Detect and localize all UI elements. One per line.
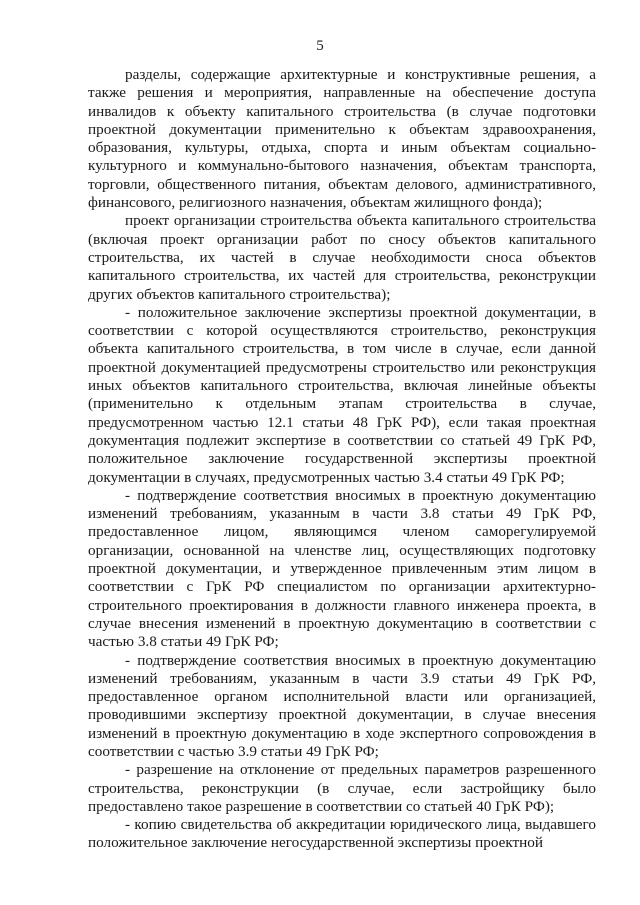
paragraph-changes-confirmation-3-9: - подтверждение соответствия вносимых в проектную документацию изменений требованиям, указанным в части 3.9 статьи 49 ГрК РФ, предоставленное органом исполнительной власти или организацией, проводившими экспертизу проектной документации, в случае внесения изменений в проектную документацию в ходе экспертного сопровождения в соответствии с частью 3.9 статьи 49 ГрК РФ; <box>88 651 596 760</box>
page-number: 5 <box>316 38 324 54</box>
paragraph-accreditation-certificate: - копию свидетельства об аккредитации юридического лица, выдавшего положительное заключение негосударственной экспертизы проектной <box>88 816 596 852</box>
paragraph-positive-expertise-conclusion: - положительное заключение экспертизы проектной документации, в соответствии с которой осуществляются строительство, реконструкция объекта капитального строительства, в том числе в случае, если данной проектной документацией предусмотрены строительство или реконструкция иных объектов капитального строительства, включая линейные объекты (применительно к отдельным этапам строительства в случае, предусмотренном частью 12.1 статьи 48 ГрК РФ), если такая проектная документация подлежит экспертизе в соответствии со статьей 49 ГрК РФ, положительное заключение государственной экспертизы проектной документации в случаях, предусмотренных частью 3.4 статьи 49 ГрК РФ; <box>88 303 596 486</box>
paragraph-construction-organization-project: проект организации строительства объекта капитального строительства (включая проект организации работ по сносу объектов капитального строительства, их частей в случае необходимости сноса объектов капитального строительства, их частей для строительства, реконструкции других объектов капитального строительства); <box>88 212 596 303</box>
paragraph-changes-confirmation-3-8: - подтверждение соответствия вносимых в проектную документацию изменений требованиям, указанным в части 3.8 статьи 49 ГрК РФ, предоставленное лицом, являющимся членом саморегулируемой организации, основанной на членстве лиц, осуществляющих подготовку проектной документации, и утвержденное привлеченным этим лицом в соответствии с ГрК РФ специалистом по организации архитектурно-строительного проектирования в должности главного инженера проекта, в случае внесения изменений в проектную документацию в соответствии с частью 3.8 статьи 49 ГрК РФ; <box>88 486 596 651</box>
paragraph-architectural-sections: разделы, содержащие архитектурные и конструктивные решения, а также решения и мероприятия, направленные на обеспечение доступа инвалидов к объекту капитального строительства (в случае подготовки проектной документации применительно к объектам здравоохранения, образования, культуры, отдыха, спорта и иным объектам социально-культурного и коммунально-бытового назначения, объектам транспорта, торговли, общественного питания, объектам делового, административного, финансового, религиозного назначения, объектам жилищного фонда); <box>88 66 596 212</box>
paragraph-deviation-permit: - разрешение на отклонение от предельных параметров разрешенного строительства, реконструкции (в случае, если застройщику было предоставлено такое разрешение в соответствии со статьей 40 ГрК РФ); <box>88 761 596 815</box>
document-body <box>88 66 596 853</box>
